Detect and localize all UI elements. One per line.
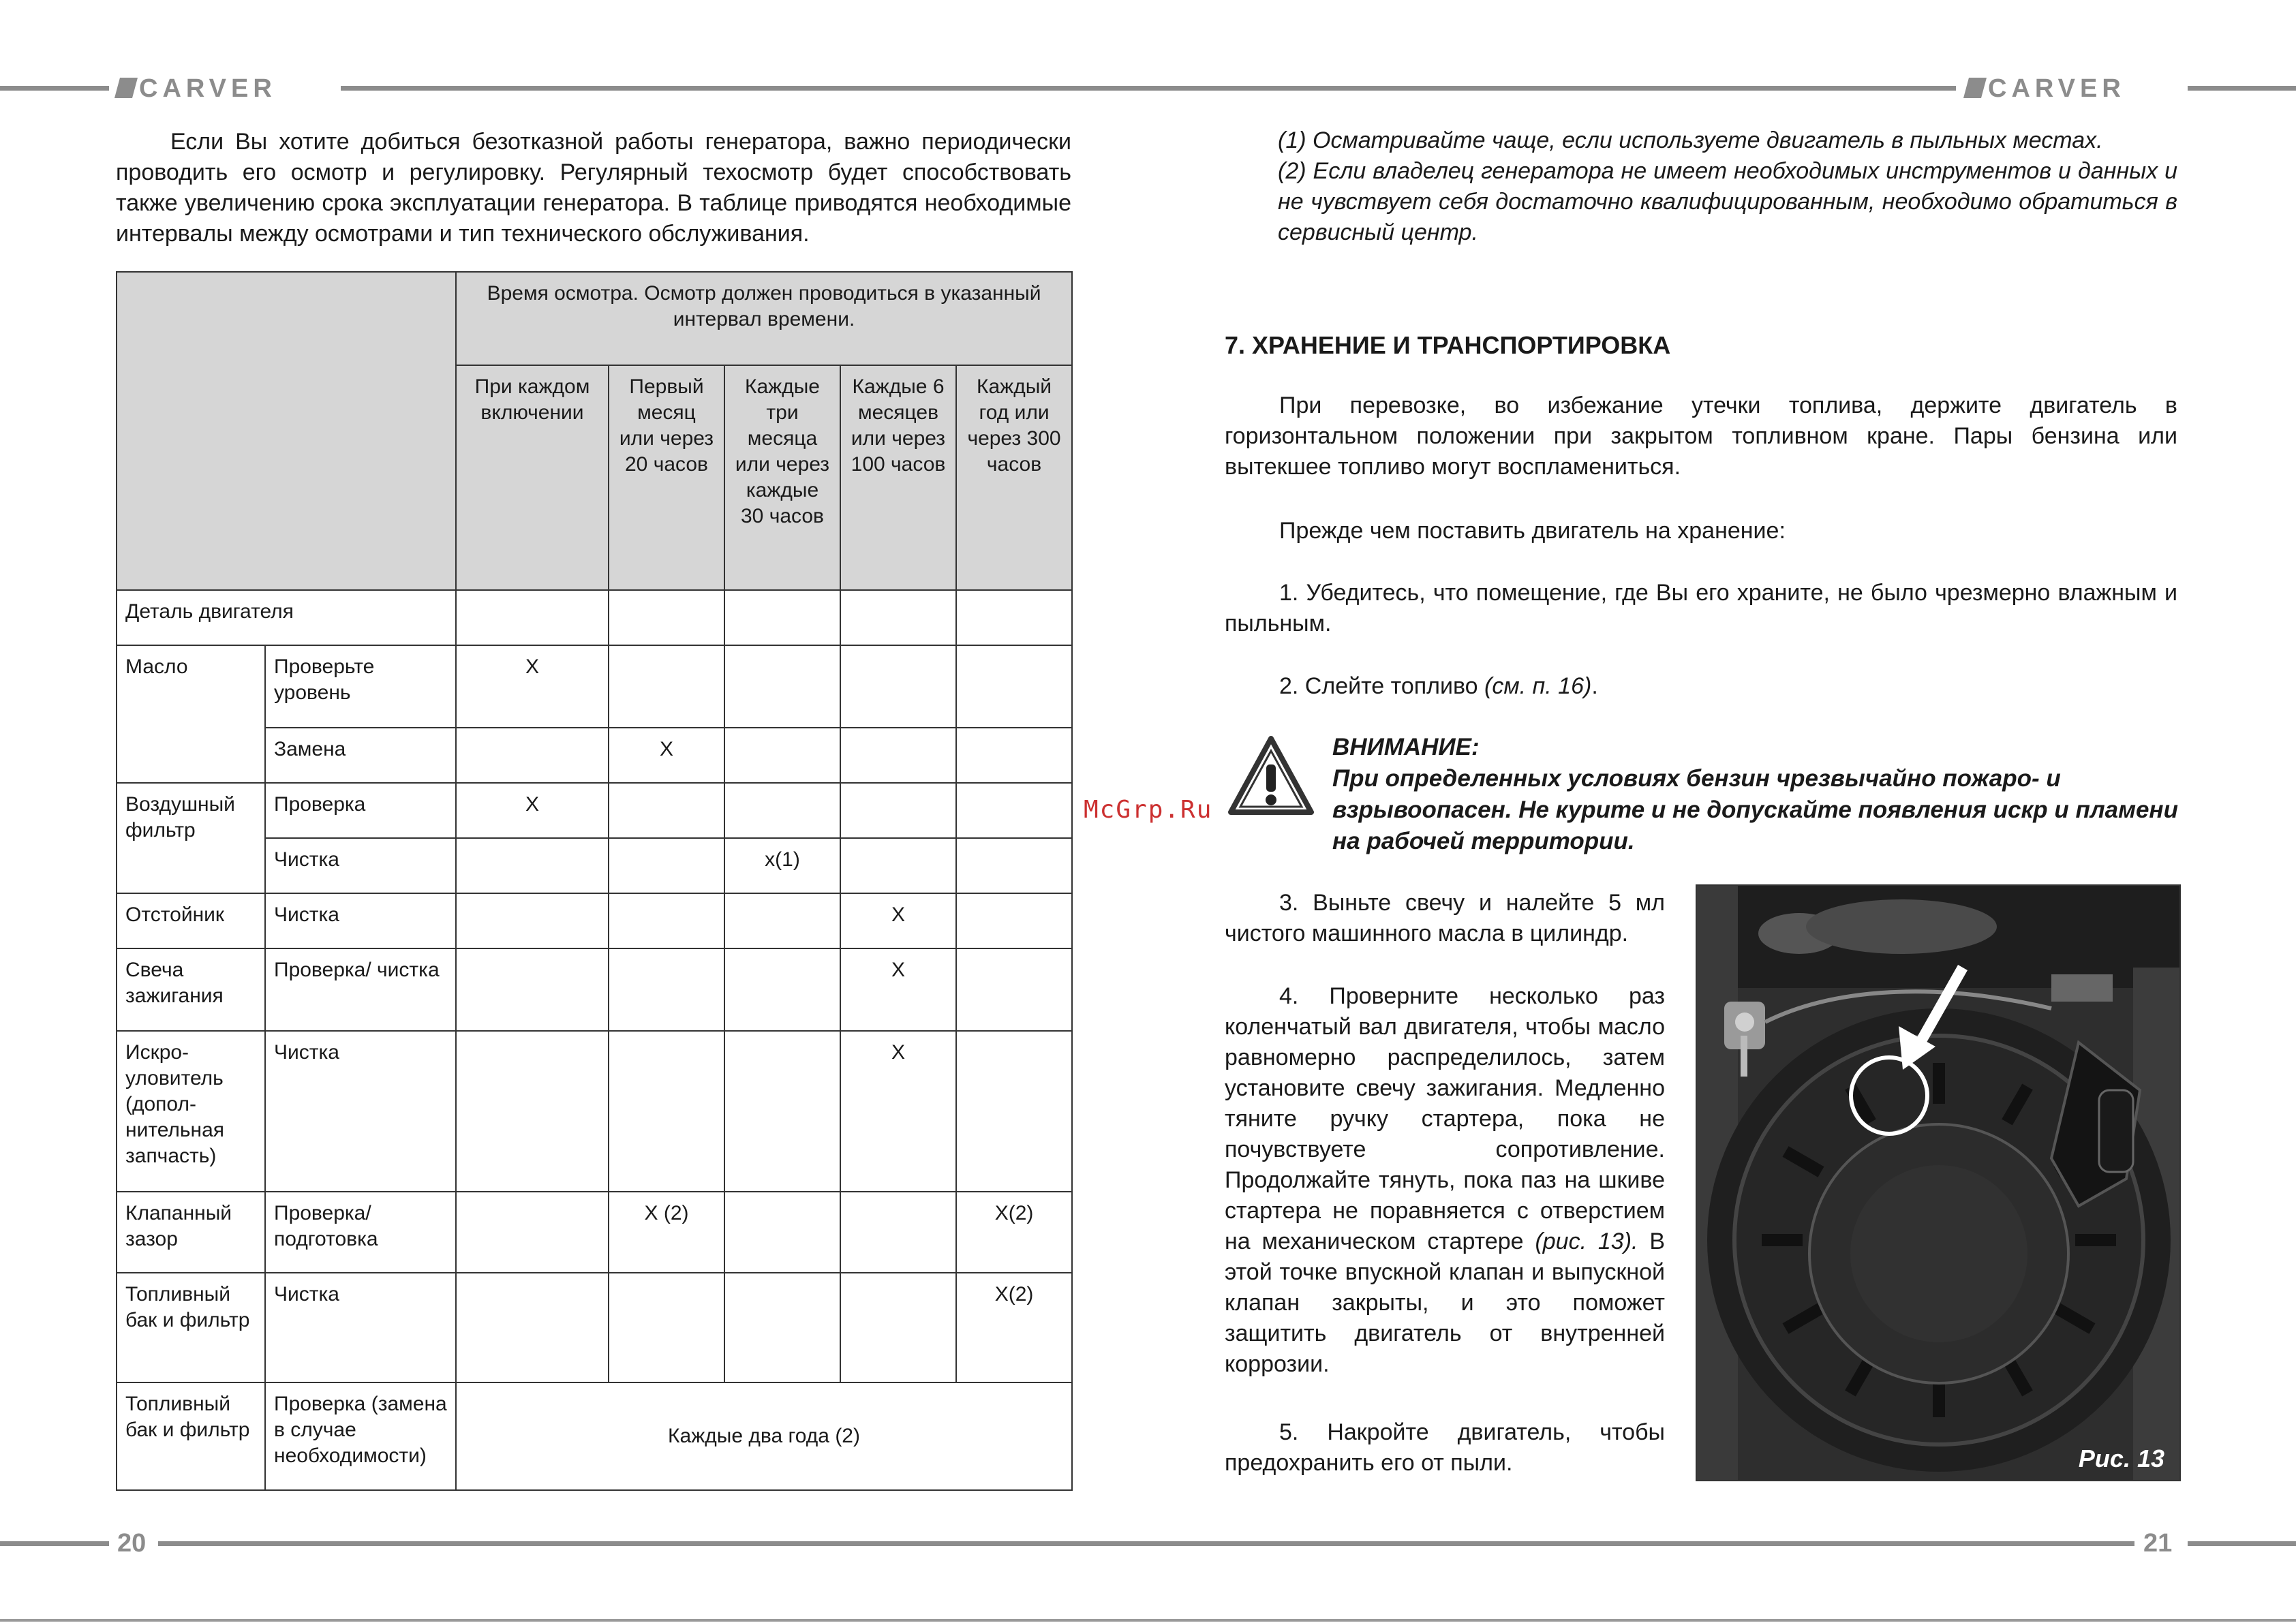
mark-cell [609,948,724,1031]
warning-body: При определенных условиях бензин чрезвычайно пожаро- и взрывоопасен. Не курите и не допускайте появления искр и пламени на рабочей территории. [1332,765,2178,854]
part-cell: Масло [117,645,265,783]
column-header: Каждый год или через 300 часов [956,365,1072,590]
mark-cell: X [456,645,609,728]
mark-cell [956,948,1072,1031]
figure-caption: Рис. 13 [2078,1444,2164,1472]
column-header: Каждые три месяца или через каждые 30 часов [724,365,840,590]
footnote-2: (2) Если владелец генератора не имеет необходимых инструментов и данных и не чувствует себя достаточно квалифицированным, необходимо обратиться в сервисный центр. [1278,158,2177,245]
footnote-1: (1) Осматривайте чаще, если используете двигатель в пыльных местах. [1278,127,2103,153]
table-row [117,1382,1072,1490]
table-row [117,1031,1072,1192]
mark-cell [840,838,956,893]
part-cell: Клапанный зазор [117,1192,265,1273]
mark-cell [956,838,1072,893]
maintenance-table [116,271,1073,1491]
mark-cell: X [840,1031,956,1192]
mark-cell [840,645,956,728]
time-header: Время осмотра. Осмотр должен проводиться в указанный интервал времени. [456,272,1072,365]
part-cell: Топливный бак и фильтр [117,1382,265,1490]
mark-cell [456,1273,609,1382]
action-cell: Проверка [265,783,456,838]
mark-cell [724,893,840,948]
footer-rule-right [2188,1541,2296,1546]
warning-triangle-icon [1227,735,1315,816]
column-header: Каждые 6 месяцев или через 100 часов [840,365,956,590]
table-row [117,1273,1072,1382]
part-cell: Искро-уловитель (допол-нительная запчасть) [117,1031,265,1192]
storage-intro: Прежде чем поставить двигатель на хранение: [1279,518,1786,544]
mark-cell: X [840,893,956,948]
action-cell: Проверка/ подготовка [265,1192,456,1273]
step-1: 1. Убедитесь, что помещение, где Вы его храните, не было чрезмерно влажным и пыльным. [1225,580,2177,636]
mark-cell [456,948,609,1031]
brand-logo-left: CARVER [117,74,277,104]
mark-cell [724,1031,840,1192]
action-cell: Чистка [265,1031,456,1192]
mark-cell [840,1192,956,1273]
mark-cell: X(2) [956,1273,1072,1382]
mark-cell [609,783,724,838]
action-cell: Чистка [265,838,456,893]
step-4: 4. Проверните несколько раз коленчатый вал двигателя, чтобы масло равномерно распределилось, затем установите свечу зажигания. Медленно тяните ручку стартера, пока не почувствуете сопротивление. Продолжайте тянуть, пока паз на шкиве стартера не поравняется с отверстием на механическом стартере (рис. 13). В этой точке впускной клапан и выпускной клапан закрыты, и это поможет защитить двигатель от внутренней коррозии. [1225,983,1666,1377]
intro-paragraph: Если Вы хотите добиться безотказной работы генератора, важно периодически проводить его осмотр и регулировку. Регулярный техосмотр будет способствовать также увеличению срока эксплуатации генератора. В таблице приводятся необходимые интервалы между осмотрами и тип технического обслуживания. [116,129,1071,247]
column-header: При каждом включении [456,365,609,590]
step-3: 3. Выньте свечу и налейте 5 мл чистого машинного масла в цилиндр. [1225,890,1665,946]
brand-logo-right: CARVER [1966,74,2126,104]
mark-cell [724,1192,840,1273]
mark-cell [724,1273,840,1382]
mark-cell [609,893,724,948]
table-corner-cell [117,272,456,590]
part-cell: Воздушный фильтр [117,783,265,893]
mark-cell [609,645,724,728]
mark-cell [956,728,1072,783]
mark-cell [956,1031,1072,1192]
mark-cell [609,1031,724,1192]
table-row [117,645,1072,728]
mark-cell [840,728,956,783]
part-cell: Отстойник [117,893,265,948]
mark-cell [724,645,840,728]
engine-illustration [1697,886,2179,1480]
action-cell: Чистка [265,1273,456,1382]
action-cell: Замена [265,728,456,783]
watermark: McGrp.Ru [1084,796,1213,824]
page-number-left: 20 [117,1529,147,1558]
mark-cell [840,783,956,838]
page-bottom-edge [0,1619,2296,1622]
action-cell: Проверка/ чистка [265,948,456,1031]
mark-cell: X [840,948,956,1031]
part-cell: Топливный бак и фильтр [117,1273,265,1382]
column-header: Первый месяц или через 20 часов [609,365,724,590]
mark-cell [456,728,609,783]
mark-cell [609,838,724,893]
mark-cell [456,1031,609,1192]
header-rule-right [2188,86,2296,91]
engine-photo [1696,884,2181,1481]
mark-cell: X(2) [956,1192,1072,1273]
page-number-right: 21 [2143,1529,2173,1558]
mark-cell [456,893,609,948]
mark-cell [456,1192,609,1273]
table-row [117,948,1072,1031]
mark-cell [840,1273,956,1382]
section-title: 7. ХРАНЕНИЕ И ТРАНСПОРТИРОВКА [1225,331,1671,359]
table-row [117,783,1072,838]
mark-cell [956,645,1072,728]
mark-cell [724,948,840,1031]
mark-cell [456,838,609,893]
mark-cell [724,728,840,783]
mark-cell: X [456,783,609,838]
footnotes [1278,125,2177,248]
part-cell: Свеча зажигания [117,948,265,1031]
header-rule-middle [341,86,1956,91]
table-row [117,893,1072,948]
mark-cell [724,783,840,838]
transport-paragraph: При перевозке, во избежание утечки топлива, держите двигатель в горизонтальном положении при закрытом топливном кране. Пары бензина или вытекшее топливо могут воспламениться. [1225,392,2177,480]
mark-cell: X [609,728,724,783]
part-label: Деталь двигателя [117,590,456,645]
warning-title: ВНИМАНИЕ: [1332,734,1480,760]
step-5: 5. Накройте двигатель, чтобы предохранить его от пыли. [1225,1419,1665,1476]
table-row [117,1192,1072,1273]
action-cell: Проверка (замена в случае необходимости) [265,1382,456,1490]
header-rule-left [0,86,109,91]
warning-block [1332,732,2205,857]
mark-cell [609,1273,724,1382]
action-cell: Проверьте уровень [265,645,456,728]
mark-cell [956,893,1072,948]
footer-rule-left [0,1541,109,1546]
action-cell: Чистка [265,893,456,948]
step-2: 2. Слейте топливо (см. п. 16). [1279,673,1598,699]
mark-cell: X (2) [609,1192,724,1273]
mark-cell [956,783,1072,838]
span-cell: Каждые два года (2) [456,1382,1072,1490]
mark-cell: x(1) [724,838,840,893]
footer-rule-middle [158,1541,2134,1546]
